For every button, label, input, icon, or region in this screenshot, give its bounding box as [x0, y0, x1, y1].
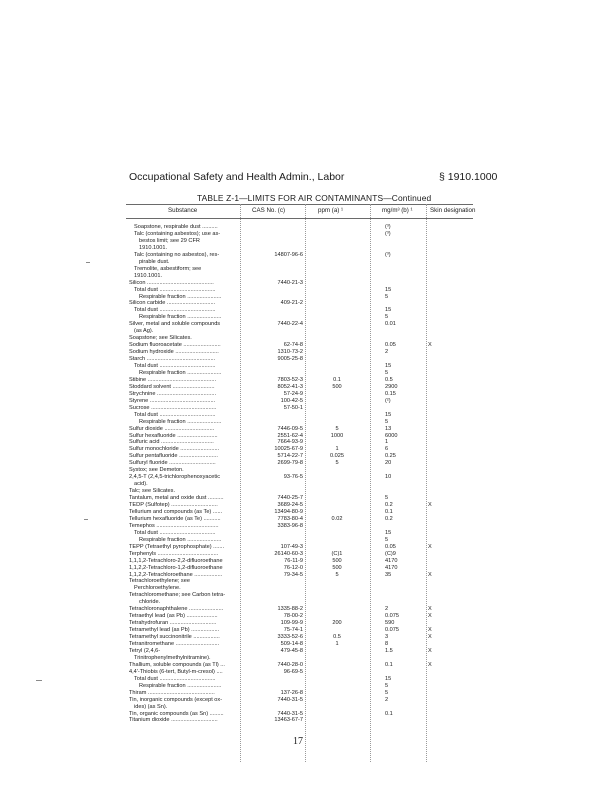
cell-ppm: (C)1	[331, 550, 343, 557]
cell-mg-per-m3: 6	[385, 446, 389, 453]
cell-cas-number: 57-24-9	[283, 390, 303, 397]
cell-mg-per-m3: 15	[385, 411, 392, 418]
cell-substance: Respirable fraction ......................	[139, 369, 222, 376]
cell-cas-number: 7783-80-4	[277, 515, 303, 522]
cell-substance: acid).	[134, 481, 148, 488]
cell-substance: Total dust ....................................	[134, 286, 216, 293]
cell-cas-number: 10025-67-9	[274, 446, 303, 453]
cell-substance: Trinitrophenylmethylnitramine).	[134, 654, 211, 661]
cell-mg-per-m3: 0.01	[385, 321, 396, 328]
cell-substance: Silicon carbide ...............................	[129, 300, 216, 307]
page-header-section: § 1910.1000	[439, 171, 498, 183]
cell-mg-per-m3: 15	[385, 529, 392, 536]
cell-skin-designation: X	[428, 606, 432, 613]
cell-substance: Respirable fraction ......................	[139, 682, 222, 689]
page-header-agency: Occupational Safety and Health Admin., Labor	[129, 171, 345, 183]
cell-substance: Tantalum, metal and oxide dust ..........	[129, 495, 224, 502]
cell-mg-per-m3: 0.5	[385, 376, 393, 383]
cell-ppm: 5	[335, 460, 339, 467]
cell-mg-per-m3: 35	[385, 571, 392, 578]
cell-substance: Sulfur monochloride .........................	[129, 446, 220, 453]
cell-mg-per-m3: 2	[385, 349, 389, 356]
cell-substance: 2,4,5-T (2,4,5-trichlorophenoxyacetic	[129, 474, 220, 481]
cell-substance: Talc (containing no asbestos), res-	[134, 251, 220, 258]
cell-substance: 1910.1001.	[134, 272, 162, 279]
cell-skin-designation: X	[428, 647, 432, 654]
cell-cas-number: 2551-62-4	[277, 432, 303, 439]
cell-substance: Tetrahydrofuran ..............................	[129, 620, 217, 627]
cell-substance: ides) (as Sn).	[134, 703, 168, 710]
col-header-substance: Substance	[168, 207, 198, 214]
cell-substance: Tetrachloronaphthalene ......................	[129, 606, 224, 613]
cell-cas-number: 7664-93-9	[277, 439, 303, 446]
cell-mg-per-m3: 0.075	[385, 627, 399, 634]
cell-substance: Sulfur pentafluoride .........................	[129, 453, 218, 460]
cell-cas-number: 3333-52-6	[277, 634, 303, 641]
cell-cas-number: 9005-25-8	[277, 356, 303, 363]
cell-substance: Tin, inorganic compounds (except ox-	[129, 696, 223, 703]
cell-cas-number: 7803-52-3	[277, 376, 303, 383]
cell-substance: Stoddard solvent ...........................	[129, 383, 215, 390]
cell-ppm: 500	[332, 564, 342, 571]
cell-mg-per-m3: 590	[385, 620, 395, 627]
cell-substance: Titanium dioxide ..............................	[129, 717, 218, 724]
cell-substance: 1,1,2,2-Tetrachloroethane ..................	[129, 571, 223, 578]
cell-mg-per-m3: 0.1	[385, 508, 393, 515]
cell-substance: Tetraethyl lead (as Pb) ....................	[129, 613, 218, 620]
cell-substance: 4,4'-Thiobis (6-tert, Butyl-m-cresol) ....	[129, 668, 223, 675]
scan-speck	[36, 680, 42, 681]
cell-substance: Sulfur dioxide ................................	[129, 425, 215, 432]
cell-skin-designation: X	[428, 661, 432, 668]
cell-cas-number: 13463-67-7	[274, 717, 303, 724]
cell-substance: Soapstone, respirable dust ..........	[134, 224, 218, 230]
cell-ppm: 1000	[330, 432, 344, 439]
cell-cas-number: 409-21-2	[280, 300, 303, 307]
cell-cas-number: 107-49-3	[280, 543, 303, 550]
cell-mg-per-m3: 15	[385, 286, 392, 293]
cell-substance: Tetrachloromethane; see Carbon tetra-	[129, 592, 226, 599]
col-header-skin: Skin designation	[430, 207, 476, 214]
cell-substance: Total dust ....................................	[134, 675, 216, 682]
page-number: 17	[293, 736, 303, 747]
cell-substance: Sulfur hexafluoride ..........................	[129, 432, 218, 439]
cell-mg-per-m3: 1	[385, 439, 389, 446]
cell-substance: Systox; see Demeton.	[129, 467, 184, 474]
cell-mg-per-m3: 2	[385, 606, 389, 613]
cell-substance: bestos limit; see 29 CFR	[139, 237, 200, 244]
cell-cas-number: 26140-60-3	[274, 550, 303, 557]
cell-mg-per-m3: (³)	[385, 224, 391, 230]
cell-mg-per-m3: 4170	[385, 564, 398, 571]
cell-substance: 1910.1001.	[139, 244, 167, 251]
cell-mg-per-m3: (C)9	[385, 550, 396, 557]
cell-substance: Respirable fraction ......................	[139, 418, 222, 425]
cell-mg-per-m3: 0.1	[385, 710, 393, 717]
cell-cas-number: 14807-96-6	[274, 251, 303, 258]
cell-mg-per-m3: 0.2	[385, 515, 393, 522]
cell-substance: Total dust ....................................	[134, 307, 216, 314]
cell-skin-designation: X	[428, 502, 432, 508]
cell-substance: Tremolite, asbestiform; see	[134, 265, 202, 272]
cell-cas-number: 109-99-9	[280, 620, 303, 627]
cell-mg-per-m3: 0.15	[385, 390, 396, 397]
cell-cas-number: 7440-22-4	[277, 321, 303, 328]
cell-substance: Starch ............................................	[129, 356, 216, 363]
cell-skin-designation: X	[428, 342, 432, 349]
cell-substance: TEPP (Tetraethyl pyrophosphate) .......	[129, 543, 225, 550]
cell-cas-number: 7440-21-3	[277, 279, 303, 286]
scan-speck	[86, 262, 90, 263]
cell-skin-designation: X	[428, 627, 432, 634]
cell-cas-number: 75-74-1	[283, 627, 303, 634]
cell-cas-number: 7440-28-0	[277, 661, 303, 668]
cell-substance: Total dust ....................................	[134, 411, 216, 418]
cell-mg-per-m3: 5	[385, 418, 389, 425]
cell-substance: chloride.	[139, 599, 161, 606]
cell-substance: (as Ag).	[134, 328, 154, 335]
cell-substance: 1,1,1,2-Tetrachloro-2,2-difluoroethane	[129, 557, 223, 564]
cell-substance: Tetryl (2,4,6-	[129, 647, 161, 654]
cell-mg-per-m3: 2900	[385, 383, 398, 390]
cell-substance: Talc; see Silicates.	[129, 488, 176, 495]
cell-cas-number: 100-42-5	[280, 397, 303, 404]
cell-mg-per-m3: 5	[385, 495, 389, 502]
cell-ppm: 500	[332, 383, 342, 390]
cell-cas-number: 96-69-5	[283, 668, 303, 675]
cell-ppm: 1	[335, 641, 339, 647]
cell-mg-per-m3: 5	[385, 689, 389, 696]
cell-substance: Tetramethyl succinonitrile .................	[129, 634, 220, 641]
cell-substance: Terphenyls .......................................	[129, 550, 219, 557]
cell-cas-number: 76-11-9	[284, 557, 303, 564]
cell-substance: Respirable fraction ......................	[139, 293, 222, 300]
cell-cas-number: 62-74-8	[283, 342, 303, 349]
cell-substance: Temephos ........................................	[129, 522, 219, 529]
cell-cas-number: 79-34-5	[283, 571, 303, 578]
cell-ppm: 5	[335, 425, 339, 432]
cell-mg-per-m3: 2	[385, 696, 389, 703]
cell-substance: Sucrose ..........................................	[129, 404, 217, 411]
cell-ppm: 500	[332, 557, 342, 564]
table-header-rule	[126, 218, 473, 219]
cell-cas-number: 7440-31-5	[277, 710, 303, 717]
cell-mg-per-m3: 4170	[385, 557, 398, 564]
cell-substance: 1,1,2,2-Tetrachloro-1,2-difluoroethane	[129, 564, 223, 571]
cell-mg-per-m3: (³)	[385, 230, 391, 237]
cell-mg-per-m3: 15	[385, 675, 392, 682]
cell-mg-per-m3: 3	[385, 634, 389, 641]
cell-mg-per-m3: 13	[385, 425, 392, 432]
cell-mg-per-m3: 0.05	[385, 543, 396, 550]
cell-mg-per-m3: 8	[385, 641, 389, 647]
cell-substance: TEDP (Sulfotep) ..............................	[129, 502, 218, 508]
cell-skin-designation: X	[428, 634, 432, 641]
cell-substance: Tetranitromethane ............................	[129, 641, 220, 647]
cell-substance: Silicon ...........................................	[129, 279, 214, 286]
cell-cas-number: 2699-79-8	[277, 460, 303, 467]
cell-ppm: 0.1	[333, 376, 341, 383]
cell-mg-per-m3: 1.5	[385, 647, 393, 654]
cell-mg-per-m3: 0.075	[385, 613, 399, 620]
cell-cas-number: 3689-24-5	[277, 502, 303, 508]
cell-mg-per-m3: 5	[385, 314, 389, 321]
cell-cas-number: 57-50-1	[283, 404, 303, 411]
cell-substance: Tetrachloroethylene; see	[129, 578, 190, 585]
cell-ppm: 0.02	[331, 515, 343, 522]
cell-substance: Talc (containing asbestos); use as-	[134, 230, 221, 237]
cell-mg-per-m3: 0.25	[385, 453, 396, 460]
cell-skin-designation: X	[428, 571, 432, 578]
cell-substance: Sulfuric acid ..................................	[129, 439, 214, 446]
cell-skin-designation: X	[428, 613, 432, 620]
cell-ppm: 0.5	[333, 634, 341, 641]
cell-substance: Thallium, soluble compounds (as Tl) ...	[129, 661, 225, 668]
cell-mg-per-m3: (³)	[385, 251, 391, 258]
cell-substance: Sodium fluoroacetate ........................	[129, 342, 221, 349]
cell-ppm: 200	[332, 620, 342, 627]
cell-skin-designation: X	[428, 543, 432, 550]
col-header-mg: mg/m³ (b) ¹	[382, 207, 413, 214]
cell-mg-per-m3: 0.2	[385, 502, 393, 508]
table-row	[0, 716, 611, 724]
cell-cas-number: 13494-80-9	[274, 508, 303, 515]
cell-cas-number: 479-45-8	[280, 647, 303, 654]
cell-substance: Silver, metal and soluble compounds	[129, 321, 221, 328]
col-header-ppm: ppm (a) ¹	[318, 207, 344, 214]
cell-substance: Strychnine ......................................	[129, 390, 217, 397]
cell-mg-per-m3: 15	[385, 363, 392, 369]
cell-substance: Tin, organic compounds (as Sn) .........	[129, 710, 224, 717]
cell-cas-number: 1335-88-2	[277, 606, 303, 613]
cell-cas-number: 93-76-5	[283, 474, 303, 481]
cell-ppm: 0.025	[330, 453, 344, 460]
scan-speck	[84, 519, 88, 520]
cell-mg-per-m3: 0.05	[385, 342, 396, 349]
cell-substance: pirable dust.	[139, 258, 170, 265]
cell-substance: Tellurium and compounds (as Te) ......	[129, 508, 223, 515]
cell-mg-per-m3: 6000	[385, 432, 398, 439]
cell-mg-per-m3: 20	[385, 460, 392, 467]
cell-cas-number: 137-26-8	[280, 689, 303, 696]
cell-substance: Perchloroethylene.	[134, 585, 181, 592]
cell-cas-number: 8052-41-3	[277, 383, 303, 390]
cell-substance: Tellurium hexafluoride (as Te) ...........	[129, 515, 221, 522]
cell-mg-per-m3: 0.1	[385, 661, 393, 668]
cell-mg-per-m3: 5	[385, 536, 389, 543]
cell-cas-number: 3383-96-8	[277, 522, 303, 529]
cell-mg-per-m3: 10	[385, 474, 392, 481]
cell-mg-per-m3: 15	[385, 307, 392, 314]
cell-substance: Stibine ............................................	[129, 376, 217, 383]
table-top-rule	[126, 204, 473, 205]
cell-cas-number: 76-12-0	[283, 564, 303, 571]
cell-substance: Total dust ....................................	[134, 363, 216, 369]
table-caption: TABLE Z-1—LIMITS FOR AIR CONTAMINANTS—Continued	[197, 193, 432, 203]
cell-substance: Respirable fraction ......................	[139, 536, 222, 543]
cell-substance: Tetramethyl lead (as Pb) ..................	[129, 627, 220, 634]
cell-cas-number: 1310-73-2	[277, 349, 303, 356]
cell-cas-number: 509-14-8	[280, 641, 303, 647]
cell-substance: Soapstone; see Silicates.	[129, 335, 192, 342]
cell-ppm: 5	[335, 571, 339, 578]
cell-cas-number: 78-00-2	[283, 613, 303, 620]
cell-substance: Sulfuryl fluoride ..............................	[129, 460, 216, 467]
cell-mg-per-m3: 5	[385, 293, 389, 300]
cell-cas-number: 5714-22-7	[277, 453, 303, 460]
cell-ppm: 1	[335, 446, 339, 453]
cell-substance: Thiram ...........................................	[129, 689, 215, 696]
cell-substance: Styrene ..........................................	[129, 397, 216, 404]
cell-cas-number: 7440-25-7	[277, 495, 303, 502]
cell-mg-per-m3: (²)	[385, 397, 391, 404]
cell-mg-per-m3: 5	[385, 682, 389, 689]
col-header-cas: CAS No. (c)	[252, 207, 286, 214]
cell-cas-number: 7446-09-5	[277, 425, 303, 432]
cell-substance: Respirable fraction ......................	[139, 314, 222, 321]
cell-substance: Total dust ....................................	[134, 529, 216, 536]
cell-substance: Sodium hydroxide ............................	[129, 349, 219, 356]
cell-mg-per-m3: 5	[385, 369, 389, 376]
cell-cas-number: 7440-31-5	[277, 696, 303, 703]
